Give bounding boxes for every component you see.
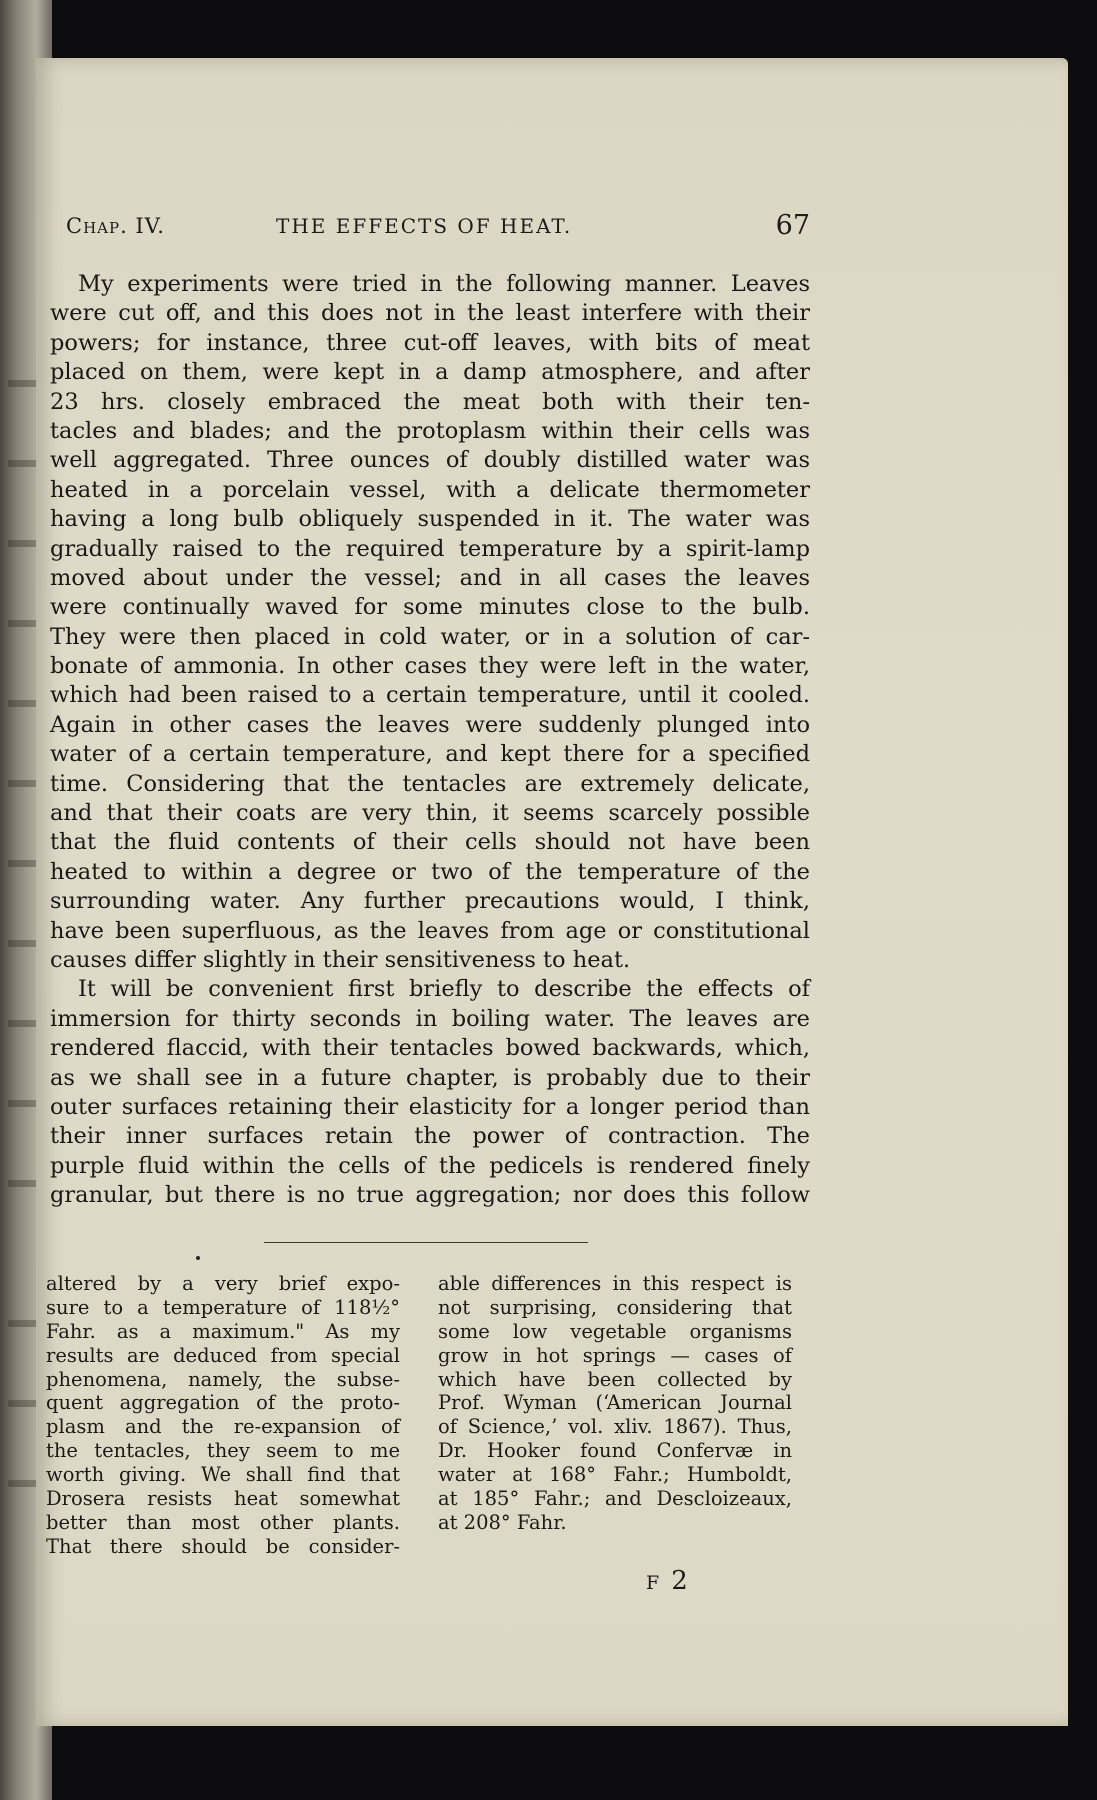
- footnote-rule: [264, 1242, 588, 1243]
- text-line: at 208° Fahr.: [438, 1510, 567, 1534]
- text-line: water at 168° Fahr.; Humboldt,: [438, 1463, 792, 1487]
- text-line: Fahr. as a maximum." As my: [46, 1319, 400, 1343]
- text-line: not surprising, considering that: [438, 1295, 792, 1319]
- text-line: and that their coats are very thin, it seems scarcely possible: [50, 800, 810, 827]
- print-speck: [196, 1256, 200, 1260]
- text-line: tacles and blades; and the protoplasm within their cells was: [50, 417, 810, 444]
- text-line: surrounding water. Any further precautions would, I think,: [50, 888, 810, 915]
- text-line: 23 hrs. closely embraced the meat both with their ten-: [50, 388, 810, 415]
- text-line: worth giving. We shall find that: [46, 1463, 400, 1487]
- text-line: having a long bulb obliquely suspended in it. The water was: [50, 506, 810, 533]
- text-line: were continually waved for some minutes close to the bulb.: [50, 594, 810, 621]
- signature-mark: [646, 1566, 690, 1596]
- text-line: of Science,’ vol. xliv. 1867). Thus,: [438, 1415, 792, 1439]
- text-line: Again in other cases the leaves were suddenly plunged into: [50, 711, 810, 738]
- running-title: THE EFFECTS OF HEAT.: [276, 214, 573, 238]
- text-line: plasm and the re-expansion of: [46, 1415, 400, 1439]
- text-line: the tentacles, they seem to me: [46, 1439, 400, 1463]
- text-line: phenomena, namely, the subse-: [46, 1367, 400, 1391]
- text-line: grow in hot springs — cases of: [438, 1343, 792, 1367]
- text-line: rendered flaccid, with their tentacles bowed backwards, which,: [50, 1035, 810, 1062]
- text-line: Prof. Wyman (‘American Journal: [438, 1391, 792, 1415]
- running-header: [66, 210, 810, 250]
- footnote-left-column: [46, 1272, 400, 1559]
- text-line: quent aggregation of the proto-: [46, 1391, 400, 1415]
- text-line: outer surfaces retaining their elasticity for a longer period than: [50, 1093, 810, 1120]
- text-line: able differences in this respect is: [438, 1272, 792, 1295]
- text-line: Dr. Hooker found Confervæ in: [438, 1439, 792, 1463]
- text-line: purple fluid within the cells of the pedicels is rendered finely: [50, 1152, 810, 1179]
- text-line: They were then placed in cold water, or in a solution of car-: [50, 623, 810, 650]
- text-line: immersion for thirty seconds in boiling water. The leaves are: [50, 1005, 810, 1032]
- text-line: granular, but there is no true aggregation; nor does this follow: [50, 1182, 810, 1209]
- text-line: their inner surfaces retain the power of contraction. The: [50, 1123, 810, 1150]
- text-line: time. Considering that the tentacles are extremely delicate,: [50, 770, 810, 797]
- text-line: That there should be consider-: [46, 1534, 400, 1558]
- text-line: some low vegetable organisms: [438, 1319, 792, 1343]
- text-line: that the fluid contents of their cells should not have been: [50, 829, 810, 856]
- text-line: as we shall see in a future chapter, is probably due to their: [50, 1064, 810, 1091]
- text-line: causes differ slightly in their sensitiveness to heat.: [50, 946, 631, 973]
- text-line: results are deduced from special: [46, 1343, 400, 1367]
- text-line: heated to within a degree or two of the temperature of the: [50, 858, 810, 885]
- text-line: water of a certain temperature, and kept there for a specified: [50, 741, 810, 768]
- text-line: heated in a porcelain vessel, with a delicate thermometer: [50, 476, 810, 503]
- text-line: which had been raised to a certain temperature, until it cooled.: [50, 682, 810, 709]
- text-line: have been superfluous, as the leaves from age or constitutional: [50, 917, 810, 944]
- main-text-block: [50, 270, 810, 1211]
- text-line: sure to a temperature of 118½°: [46, 1295, 400, 1319]
- signature-letter: F: [646, 1572, 660, 1594]
- footnote-right-column: [438, 1272, 792, 1535]
- text-line: moved about under the vessel; and in all cases the leaves: [50, 564, 810, 591]
- text-line: which have been collected by: [438, 1367, 792, 1391]
- text-line: gradually raised to the required temperature by a spirit-lamp: [50, 535, 810, 562]
- text-line: better than most other plants.: [46, 1510, 400, 1534]
- text-line: altered by a very brief expo-: [46, 1272, 400, 1295]
- text-line: were cut off, and this does not in the least interfere with their: [50, 300, 810, 327]
- signature-number: 2: [671, 1566, 690, 1596]
- text-line: placed on them, were kept in a damp atmosphere, and after: [50, 359, 810, 386]
- text-line: powers; for instance, three cut-off leaves, with bits of meat: [50, 329, 810, 356]
- text-line: well aggregated. Three ounces of doubly distilled water was: [50, 447, 810, 474]
- text-line: My experiments were tried in the following manner. Leaves: [78, 271, 810, 297]
- text-line: bonate of ammonia. In other cases they were left in the water,: [50, 653, 810, 680]
- text-line: It will be convenient first briefly to describe the effects of: [78, 976, 810, 1003]
- chapter-label: Chap. IV.: [66, 214, 165, 238]
- text-line: Drosera resists heat somewhat: [46, 1487, 400, 1511]
- text-line: at 185° Fahr.; and Descloizeaux,: [438, 1487, 792, 1511]
- page-number: 67: [775, 210, 810, 241]
